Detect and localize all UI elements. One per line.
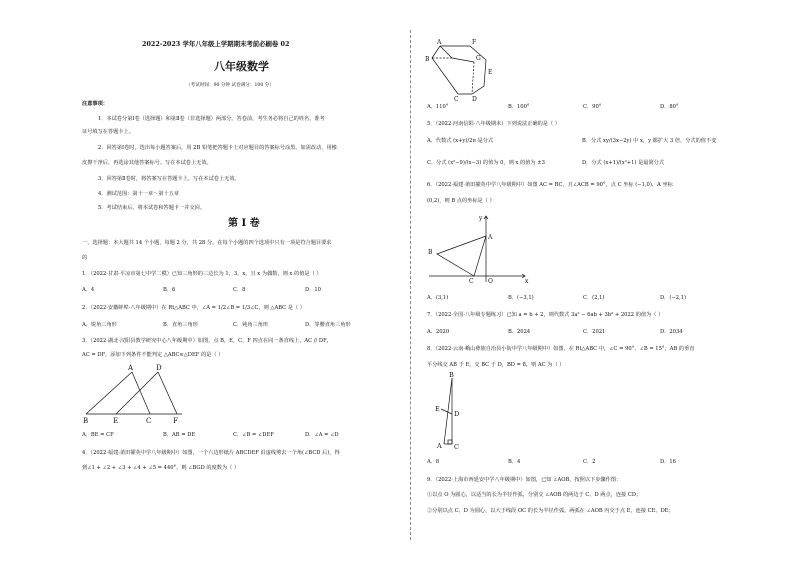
q4-option-d[interactable]: D．80° <box>660 104 679 110</box>
q8-label-e: E <box>435 405 440 413</box>
q1-option-b[interactable]: B．6 <box>163 287 176 293</box>
exam-info: （考试时间：90 分钟 试卷满分：100 分） <box>186 83 274 88</box>
q4-label-f: F <box>472 39 477 46</box>
q6-label-b: B <box>428 249 433 256</box>
q6-coordinate-figure <box>425 212 535 284</box>
q6-stem: 6．（2022·福建·莆田擢英中学八年级期中）如图 AC = BC，且∠ACB = 90°，点 C 坐标 (−1,0)，A 坐标 <box>427 182 673 188</box>
note-line: 证号填写在答题卡上。 <box>82 129 134 135</box>
q8-option-b[interactable]: B．4 <box>508 459 521 465</box>
q6-label-c: C <box>469 278 474 284</box>
notes-heading: 注意事项： <box>82 101 108 107</box>
q6-stem: (0,2)，则 B 点的坐标是（ ） <box>427 198 495 204</box>
q4-stem: 到∠1 + ∠2 + ∠3 + ∠4 + ∠5 = 440°，则 ∠BGD 的度数为（ ） <box>82 465 240 471</box>
q6-label-o: O <box>488 278 493 284</box>
note-line: 4．测试范围：第十一章～第十五章 <box>98 191 180 197</box>
q3-label-e: E <box>113 417 119 425</box>
q6-label-y: y <box>479 215 483 222</box>
note-line: 5．考试结束后，将本试卷和答题卡一并交回。 <box>98 205 206 211</box>
note-line: 皮擦干净后，再选涂其他答案标号。写在本试卷上无效。 <box>82 160 212 166</box>
q6-option-d[interactable]: D．(−2,1) <box>660 295 686 301</box>
q8-stem: 平分线交 AB 于 E，交 BC 于 D，BD = 8，则 AC 为（ ） <box>427 362 565 368</box>
section-instructions: 一、选择题：本大题共 14 个小题，每题 2 分，共 28 分。在每个小题的四个选项中只有一项是符合题目要求 <box>82 240 332 246</box>
q8-option-a[interactable]: A．8 <box>427 459 440 465</box>
note-line: 1．本试卷分第Ⅰ卷（选择题）和第Ⅱ卷（非选择题）两部分。答卷前，考生务必将自己的姓名、准考 <box>98 116 325 122</box>
q5-option-c[interactable]: C．分式 (x²−9)/(x−3) 的值为 0，则 x 的值为 ±3 <box>427 160 545 166</box>
q1-option-d[interactable]: D．10 <box>305 287 321 293</box>
q8-label-b: B <box>449 372 454 379</box>
q8-label-d: D <box>454 410 460 418</box>
subject-title: 八年级数学 <box>214 60 269 73</box>
exam-title: 2022-2023 学年八年级上学期期末考前必刷卷 02 <box>142 40 290 48</box>
q9-step-1: ①以点 O 为圆心，以适当的长为半径作弧，分别交 ∠AOB 的两边于 C、D 两点，连接 CD； <box>427 492 642 498</box>
q8-triangle-figure <box>424 372 484 452</box>
q7-stem: 7．（2022·全国·八年级专题练习）已知 a = b + 2，则代数式 3a² − 6ab + 3b² + 2022 的值为（ ） <box>427 312 664 318</box>
q7-option-d[interactable]: D．2034 <box>660 329 683 335</box>
q4-label-a: A <box>437 39 442 46</box>
q1-option-a[interactable]: A．4 <box>82 287 95 293</box>
q4-hexagon-figure <box>424 38 504 102</box>
q8-stem: 8．（2022·云南·峨山彝族自治县小街中学八年级期中）如图，在 Rt△ABC 中，∠C = 90°，∠B = 15°，AB 的垂直 <box>427 346 695 352</box>
q4-stem: 4．（2022·福建·莆田擢英中学八年级期中）如图，一个六边形纸片 ABCDEF 沿虚线剪去一个角(∠BCD 后)，得 <box>82 450 340 456</box>
q6-option-b[interactable]: B．(−3,1) <box>508 295 534 301</box>
q3-label-d: D <box>156 364 162 372</box>
q6-option-c[interactable]: C．(2,1) <box>583 295 605 301</box>
q3-label-b: B <box>83 417 89 425</box>
q8-label-c: C <box>454 443 459 451</box>
q8-label-a: A <box>437 442 442 450</box>
q7-option-a[interactable]: A．2020 <box>427 329 450 335</box>
q9-step-2: ②分别以点 C、D 为圆心，以大于线段 OC 的长为半径作弧，两弧在 ∠AOB 内交于点 E，连接 CE、DE； <box>427 508 674 514</box>
q7-option-b[interactable]: B．2024 <box>508 329 531 335</box>
q4-label-c: C <box>454 96 459 102</box>
q3-label-f: F <box>173 417 178 425</box>
q4-option-c[interactable]: C．90° <box>583 104 602 110</box>
q8-option-d[interactable]: D．16 <box>660 459 676 465</box>
q1-option-c[interactable]: C．8 <box>233 287 246 293</box>
q3-option-c[interactable]: C．∠B = ∠DEF <box>233 432 274 438</box>
column-divider <box>410 30 411 540</box>
q5-option-d[interactable]: D．分式 (x+1)/(x²+1) 是最简分式 <box>582 160 665 166</box>
q4-label-e: E <box>488 69 493 76</box>
q2-option-d[interactable]: D．等腰直角三角形 <box>305 322 351 328</box>
note-line: 3．回答第Ⅱ卷时，将答案写在答题卡上。写在本试卷上无效。 <box>98 176 240 182</box>
q3-option-a[interactable]: A．BE = CF <box>82 432 114 438</box>
q3-triangles-figure <box>82 364 192 426</box>
q4-label-d: D <box>472 96 477 102</box>
q3-option-d[interactable]: D．∠A = ∠D <box>305 432 339 438</box>
q4-option-a[interactable]: A．110° <box>427 104 449 110</box>
q3-stem: 3．（2022·湖北·汉阳县教学研究中心八年级期中）如图，点 B，E，C，F 四点在同一条直线上，AC // DF， <box>82 338 332 344</box>
q6-label-x: x <box>525 278 529 284</box>
q7-option-c[interactable]: C．2021 <box>583 329 606 335</box>
q6-label-a: A <box>488 234 493 241</box>
q5-stem: 5．（2022·河南信阳·八年级期末）下列说法正确的是（ ） <box>427 121 560 127</box>
q2-option-b[interactable]: B．直角三角形 <box>163 322 198 328</box>
q2-option-c[interactable]: C．钝角三角形 <box>233 322 269 328</box>
q4-label-g: G <box>476 55 481 62</box>
q2-option-a[interactable]: A．锐角三角形 <box>82 322 117 328</box>
q5-option-b[interactable]: B．分式 xy/(3x−2y) 中 x，y 都扩大 3 倍，分式的值不变 <box>582 138 717 144</box>
part-title: 第 Ⅰ 卷 <box>228 218 260 229</box>
q8-option-c[interactable]: C．2 <box>583 459 596 465</box>
q6-option-a[interactable]: A．(3,1) <box>427 295 449 301</box>
note-line: 2．回答第Ⅰ卷时，选出每小题答案后，用 2B 铅笔把答题卡上对应题目的答案标号涂黑。如需改动，用橡 <box>98 145 337 151</box>
q3-label-c: C <box>146 417 152 425</box>
q4-option-b[interactable]: B．100° <box>508 104 530 110</box>
q4-label-b: B <box>425 56 430 63</box>
q3-label-a: A <box>128 364 134 372</box>
q1-stem: 1．（2022·甘肃·平凉市第七中学二模）已知三角形的三边长为 1，3，x，且 x 为偶数，则 x 的值是（ ） <box>82 271 322 277</box>
q9-stem: 9．（2022·上海市西延安中学八年级期中）如图，已知 ∠AOB，按照以下步骤作图： <box>427 477 622 483</box>
section-instructions: 的 <box>82 255 88 261</box>
q3-option-b[interactable]: B．AB = DE <box>163 432 196 438</box>
q3-stem: AC = DF，添加下列条件不能判定 △ABC≌△DEF 的是（ ） <box>82 352 224 358</box>
q2-stem: 2．（2022·安徽蚌埠·八年级期中）在 Rt△ABC 中，∠A = 1/2∠B = 1/3∠C，则 △ABC 是（ ） <box>82 305 305 311</box>
q5-option-a[interactable]: A．代数式 (x+y)/2π 是分式 <box>427 138 494 144</box>
